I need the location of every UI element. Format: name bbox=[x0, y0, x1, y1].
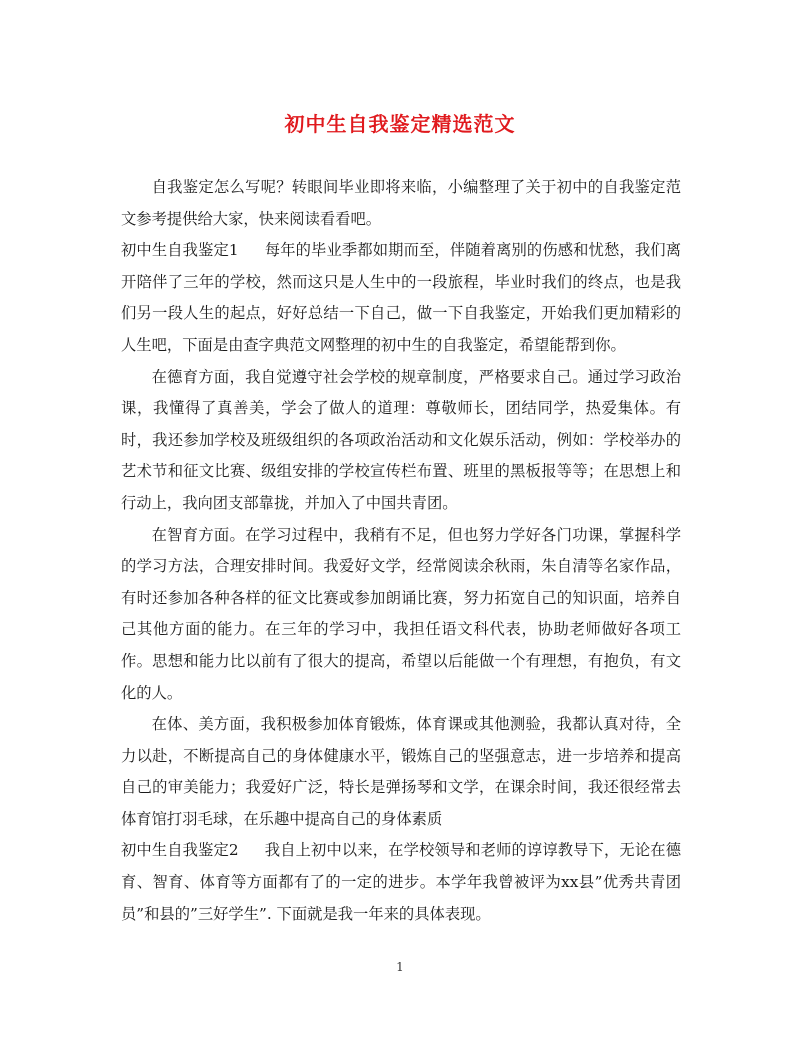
paragraph: 在德育方面，我自觉遵守社会学校的规章制度，严格要求自己。通过学习政治课，我懂得了真善美，学会了做人的道理：尊敬师长，团结同学，热爱集体。有时，我还参加学校及班级组织的各项政治活动和文化娱乐活动，例如：学校举办的艺术节和征文比赛、级组安排的学校宣传栏布置、班里的黑板报等等；在思想上和行动上，我向团支部靠拢，并加入了中国共青团。 bbox=[121, 367, 681, 512]
document-title: 初中生自我鉴定精选范文 bbox=[284, 112, 516, 136]
paragraph: 在体、美方面，我积极参加体育锻炼，体育课或其他测验，我都认真对待，全力以赴，不断提高自己的身体健康水平，锻炼自己的坚强意志，进一步培养和提高自己的审美能力；我爱好广泛，特长是弹扬琴和文学，在课余时间，我还很经常去体育馆打羽毛球，在乐趣中提高自己的身体素质 bbox=[121, 715, 681, 828]
page-number: 1 bbox=[396, 960, 404, 974]
paragraph: 在智育方面。在学习过程中，我稍有不足，但也努力学好各门功课，掌握科学的学习方法，合理安排时间。我爱好文学，经常阅读余秋雨，朱自清等名家作品，有时还参加各种各样的征文比赛或参加朗诵比赛，努力拓宽自己的知识面，培养自己其他方面的能力。在三年的学习中，我担任语文科代表，协助老师做好各项工作。思想和能力比以前有了很大的提高，希望以后能做一个有理想，有抱负，有文化的人。 bbox=[121, 525, 681, 702]
paragraph bbox=[121, 235, 681, 361]
section-label: 初中生自我鉴定2 bbox=[121, 841, 239, 860]
document-body bbox=[121, 172, 681, 930]
paragraph: 自我鉴定怎么写呢？转眼间毕业即将来临，小编整理了关于初中的自我鉴定范文参考提供给大家，快来阅读看看吧。 bbox=[121, 178, 681, 228]
paragraph bbox=[121, 835, 681, 930]
section-label: 初中生自我鉴定1 bbox=[121, 241, 239, 260]
paragraph-text: 我自上初中以来，在学校领导和老师的谆谆教导下，无论在德育、智育、体育等方面都有了的一定的进步。本学年我曾被评为xx县”优秀共青团员”和县的”三好学生”. 下面就是我一年来的具体表现。 bbox=[121, 841, 681, 923]
paragraph-text: 每年的毕业季都如期而至，伴随着离别的伤感和忧愁，我们离开陪伴了三年的学校，然而这只是人生中的一段旅程，毕业时我们的终点，也是我们另一段人生的起点，好好总结一下自己，做一下自我鉴定，开始我们更加精彩的人生吧，下面是由查字典范文网整理的初中生的自我鉴定，希望能帮到你。 bbox=[121, 241, 681, 354]
